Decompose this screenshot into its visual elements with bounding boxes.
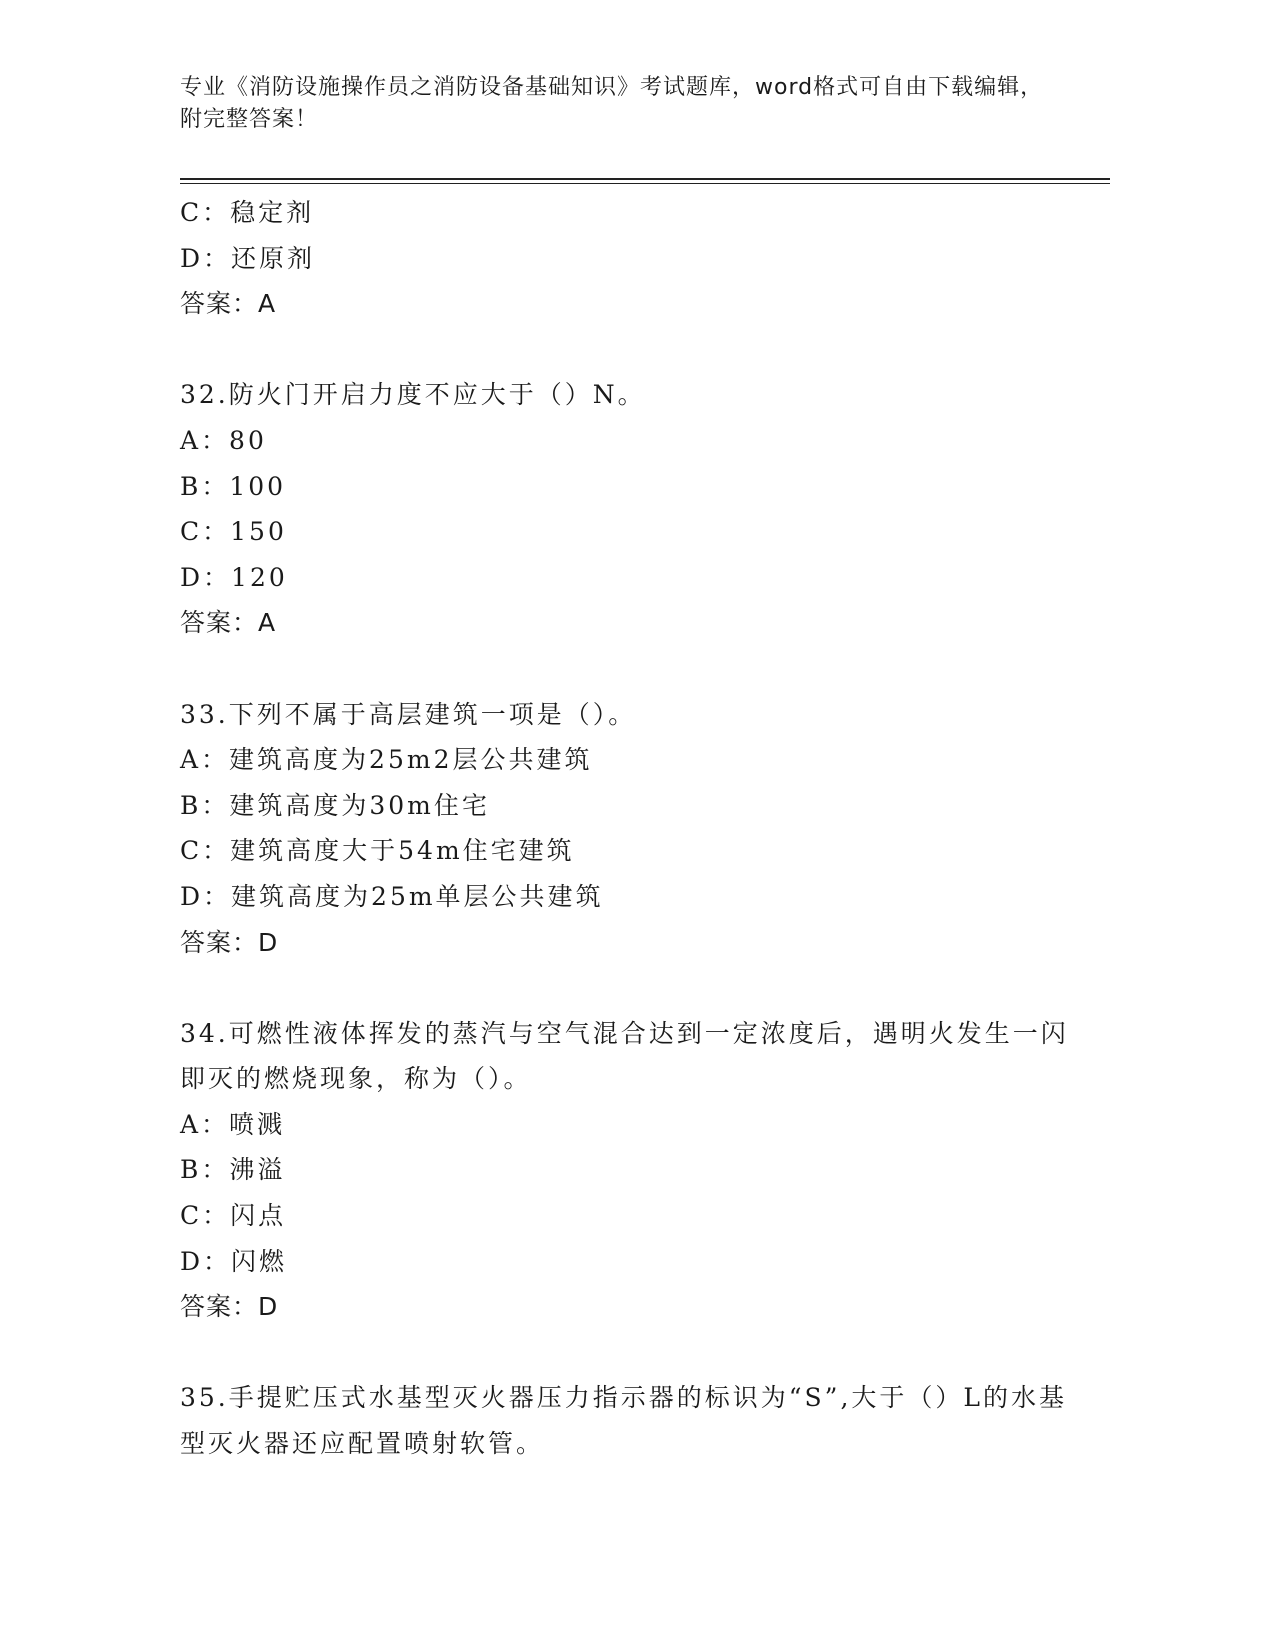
- question-32: [180, 372, 1080, 646]
- previous-question-tail: [180, 190, 1080, 327]
- option-a: A：建筑高度为25m2层公共建筑: [180, 745, 593, 775]
- document-header: 专业《消防设施操作员之消防设备基础知识》考试题库，word格式可自由下载编辑，附完整答案！: [180, 75, 1044, 132]
- question-stem: 34.可燃性液体挥发的蒸汽与空气混合达到一定浓度后，遇明火发生一闪即灭的燃烧现象，称为（）。: [180, 1018, 1069, 1094]
- option-d: D：建筑高度为25m单层公共建筑: [180, 881, 604, 911]
- spacer: [180, 965, 1080, 1011]
- question-list: [180, 190, 1080, 1467]
- option-d: D：闪燃: [180, 1246, 288, 1276]
- question-34: [180, 1011, 1080, 1330]
- option-c: C：建筑高度大于54m住宅建筑: [180, 836, 575, 866]
- option-b: B：建筑高度为30m住宅: [180, 790, 490, 820]
- header-divider-thick: [180, 178, 1110, 180]
- question-stem: 32.防火门开启力度不应大于（）N。: [180, 380, 646, 410]
- spacer: [180, 1330, 1080, 1376]
- option-d: D：还原剂: [180, 243, 316, 273]
- answer-line: 答案：A: [180, 289, 277, 319]
- spacer: [180, 646, 1080, 692]
- option-d: D：120: [180, 562, 288, 592]
- spacer: [180, 327, 1080, 373]
- option-c: C：150: [180, 517, 287, 547]
- option-b: B：沸溢: [180, 1155, 286, 1185]
- answer-line: 答案：D: [180, 927, 279, 957]
- question-33: [180, 692, 1080, 966]
- option-a: A：80: [180, 425, 267, 455]
- question-stem: 33.下列不属于高层建筑一项是（）。: [180, 699, 637, 729]
- question-35: [180, 1375, 1080, 1466]
- answer-line: 答案：D: [180, 1292, 279, 1322]
- answer-line: 答案：A: [180, 608, 277, 638]
- header-divider-thin: [180, 183, 1110, 184]
- option-b: B：100: [180, 471, 287, 501]
- question-stem: 35.手提贮压式水基型灭火器压力指示器的标识为“S”,大于（）L的水基型灭火器还应配置喷射软管。: [180, 1383, 1067, 1459]
- option-c: C：闪点: [180, 1201, 287, 1231]
- option-c: C：稳定剂: [180, 198, 315, 227]
- option-a: A：喷溅: [180, 1109, 286, 1139]
